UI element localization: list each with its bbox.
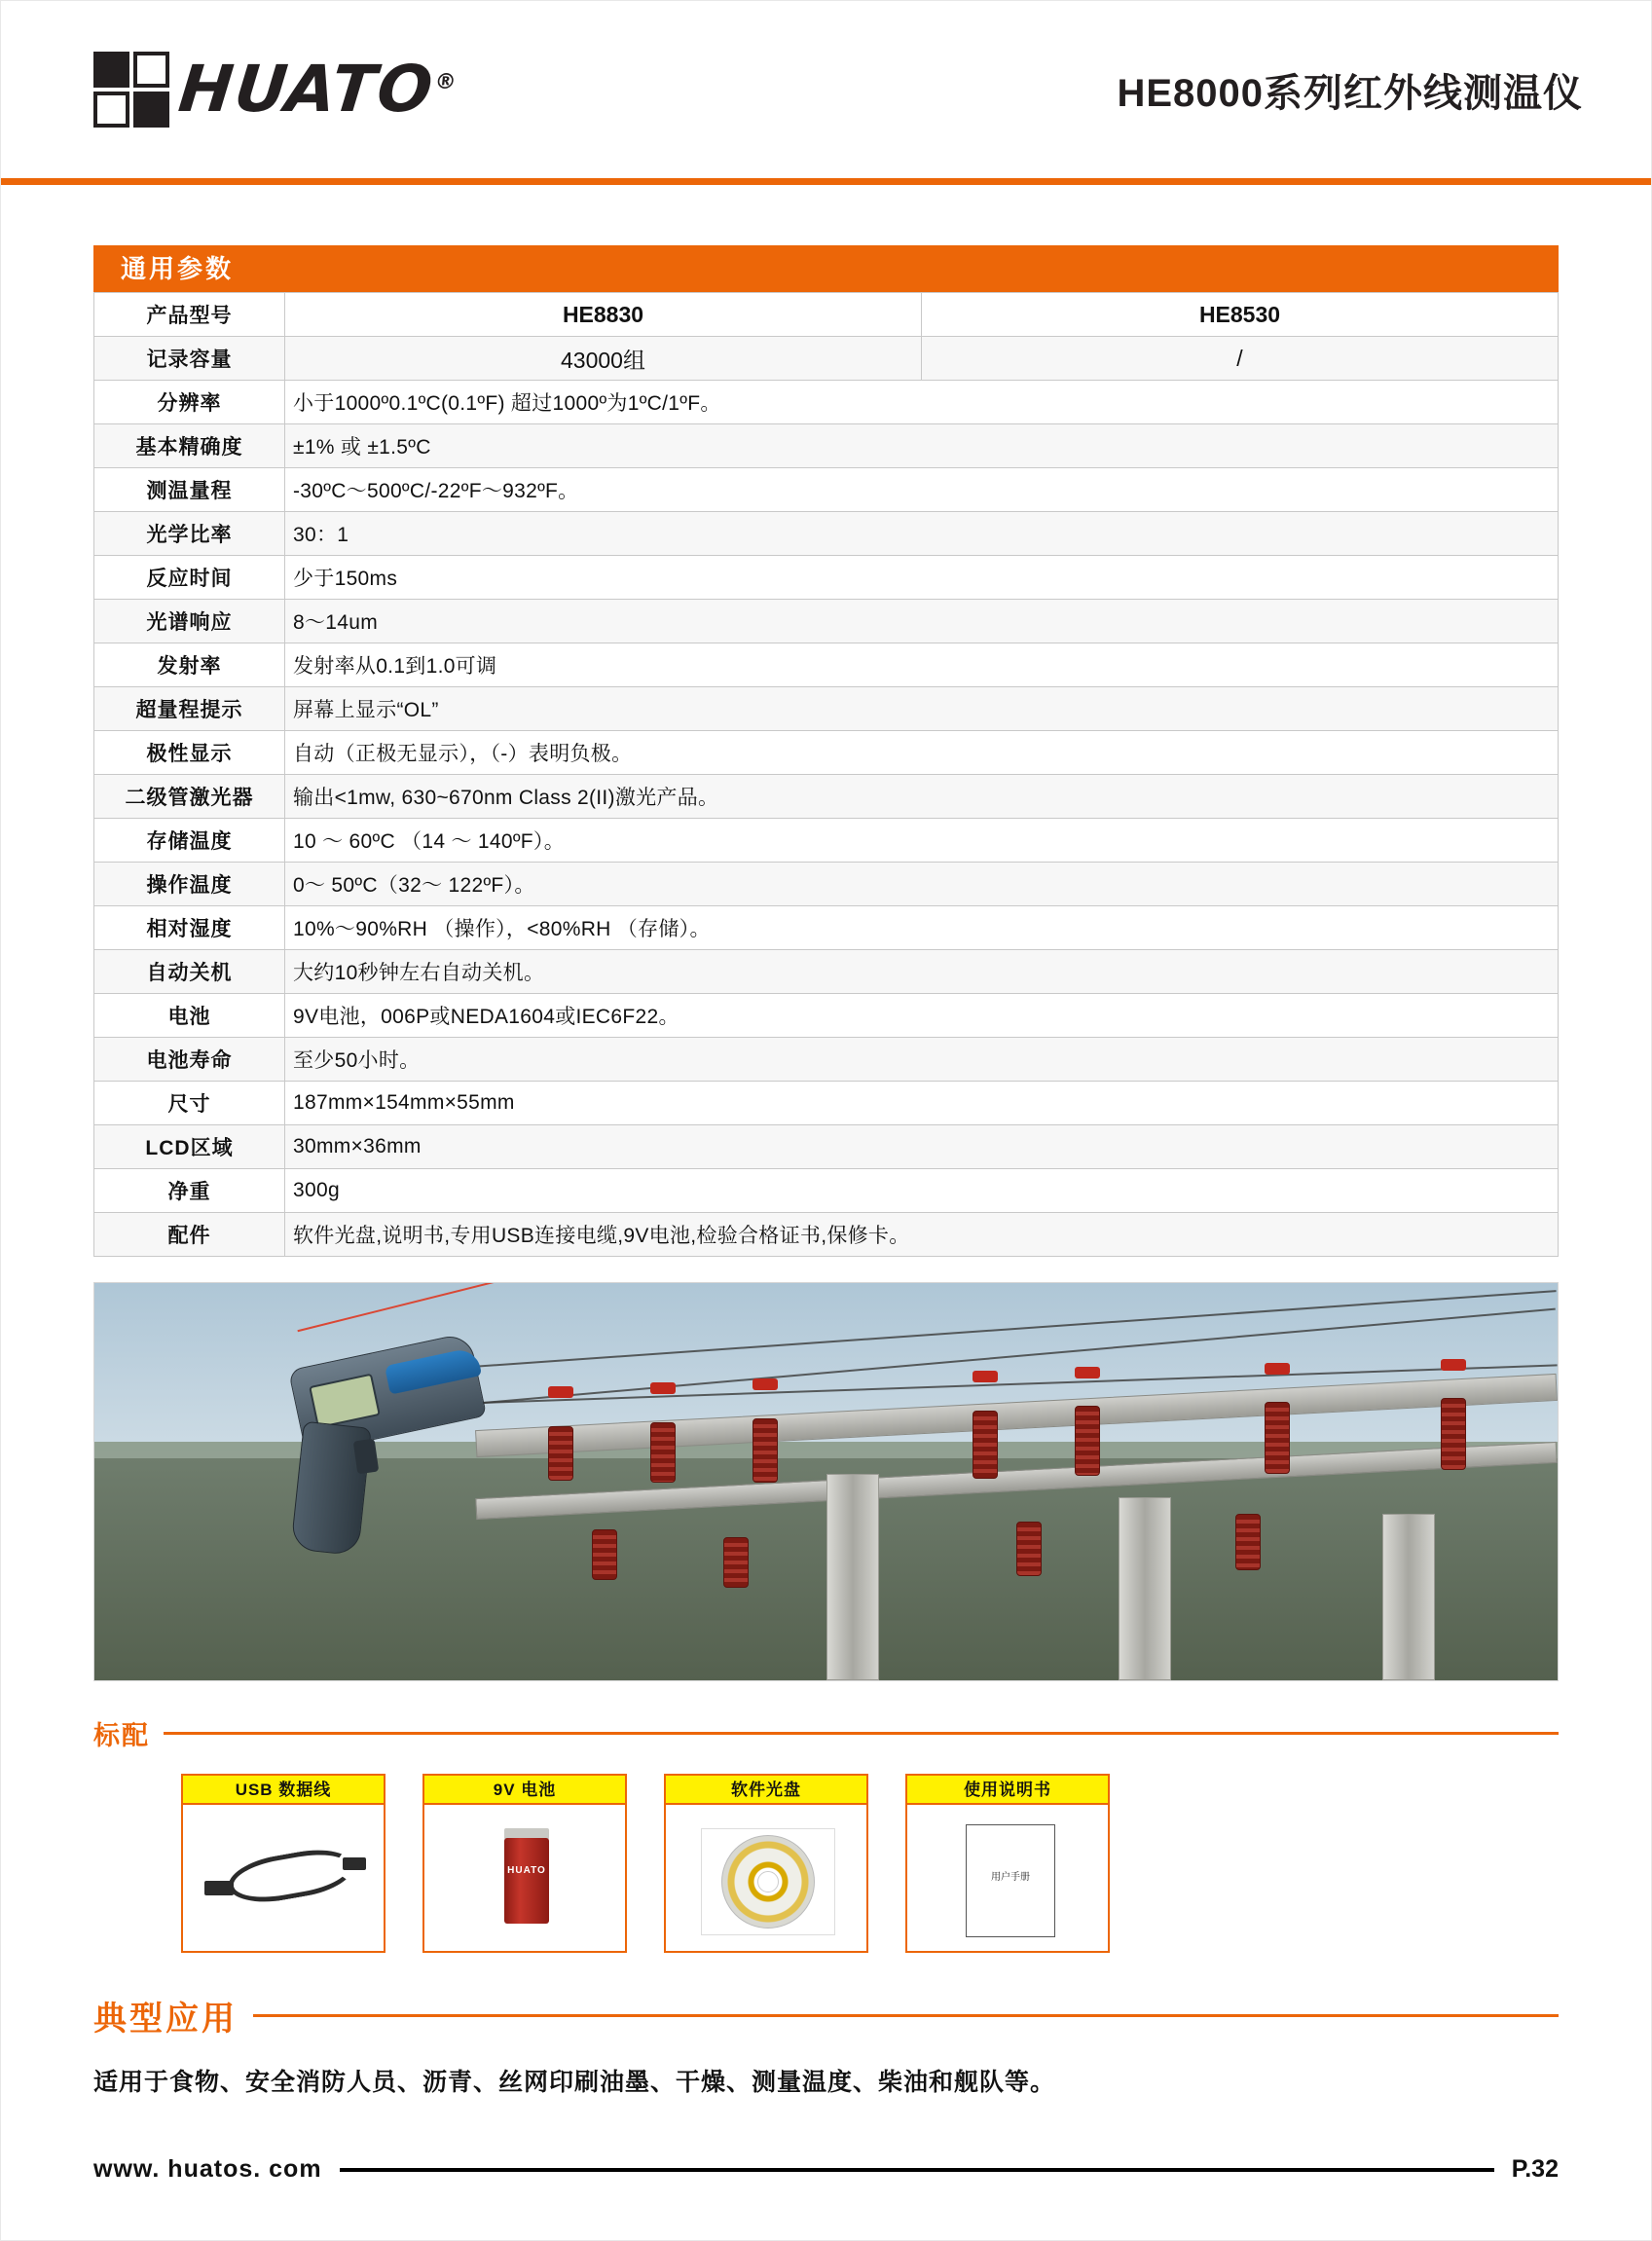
brand-name	[175, 52, 461, 127]
row-label: 二级管激光器	[94, 775, 285, 819]
table-row-capacity	[94, 337, 1559, 381]
photo-insulator	[592, 1529, 617, 1580]
header-divider	[1, 178, 1651, 185]
table-row	[94, 687, 1559, 731]
row-label: 记录容量	[94, 337, 285, 381]
table-row	[94, 1213, 1559, 1257]
model-a-value: HE8830	[285, 293, 922, 337]
standard-accessories-list	[93, 1774, 1559, 1953]
row-label: 产品型号	[94, 293, 285, 337]
accessory-title: 9V 电池	[422, 1774, 627, 1805]
list-item	[422, 1774, 627, 1953]
table-row	[94, 1169, 1559, 1213]
row-value: 至少50小时。	[285, 1038, 1559, 1082]
brand-logo	[59, 52, 458, 128]
row-label: 光谱响应	[94, 600, 285, 643]
table-row	[94, 512, 1559, 556]
photo-insulator	[723, 1537, 749, 1588]
photo-insulator	[650, 1422, 676, 1483]
row-label: 存储温度	[94, 819, 285, 863]
row-value: 10%～90%RH （操作），<80%RH （存储）。	[285, 906, 1559, 950]
row-label: 操作温度	[94, 863, 285, 906]
huato-logo-icon	[93, 52, 169, 128]
table-row-model	[94, 293, 1559, 337]
row-value: 发射率从0.1到1.0可调	[285, 643, 1559, 687]
table-row	[94, 424, 1559, 468]
photo-insulator-cap	[650, 1382, 676, 1394]
photo-column	[826, 1474, 879, 1680]
photo-insulator-cap	[753, 1378, 778, 1390]
table-row	[94, 1125, 1559, 1169]
battery-label: HUATO	[507, 1865, 546, 1876]
table-row	[94, 994, 1559, 1038]
main-content	[1, 245, 1651, 2098]
table-row	[94, 819, 1559, 863]
gun-trigger	[353, 1439, 380, 1475]
accessory-image	[181, 1805, 385, 1953]
page-title: HE8000系列红外线测温仪	[1117, 71, 1583, 115]
photo-insulator	[1016, 1522, 1042, 1576]
brand-name-text: HUATO	[175, 52, 438, 127]
accessory-title: 使用说明书	[905, 1774, 1110, 1805]
photo-insulator-cap	[1075, 1367, 1100, 1378]
photo-thermometer-gun	[270, 1350, 494, 1560]
list-item	[181, 1774, 385, 1953]
footer-website-url[interactable]: www. huatos. com	[93, 2155, 322, 2183]
table-row	[94, 600, 1559, 643]
table-row	[94, 643, 1559, 687]
typical-applications-text: 适用于食物、安全消防人员、沥青、丝网印刷油墨、干燥、测量温度、柴油和舰队等。	[93, 2069, 1056, 2096]
row-value: 187mm×154mm×55mm	[285, 1082, 1559, 1125]
capacity-b-value: /	[922, 337, 1559, 381]
page-footer	[93, 2155, 1559, 2184]
accessory-title: USB 数据线	[181, 1774, 385, 1805]
photo-insulator-cap	[548, 1386, 573, 1398]
row-value: 自动（正极无显示），（-）表明负极。	[285, 731, 1559, 775]
photo-insulator-cap	[1265, 1363, 1290, 1375]
spec-section-banner: 通用参数	[93, 245, 1559, 292]
photo-insulator-cap	[973, 1371, 998, 1382]
standard-accessories-divider	[164, 1732, 1559, 1735]
row-label: 配件	[94, 1213, 285, 1257]
row-label: 反应时间	[94, 556, 285, 600]
photo-insulator	[753, 1418, 778, 1483]
row-value: ±1% 或 ±1.5ºC	[285, 424, 1559, 468]
row-value: 大约10秒钟左右自动关机。	[285, 950, 1559, 994]
footer-page-number: P.32	[1511, 2155, 1559, 2183]
row-value: 10 ～ 60ºC （14 ～ 140ºF）。	[285, 819, 1559, 863]
typical-applications-title: 典型应用	[93, 2001, 238, 2038]
usb-cable-icon	[204, 1852, 366, 1910]
photo-insulator	[548, 1426, 573, 1481]
table-row	[94, 863, 1559, 906]
standard-accessories-title: 标配	[93, 1721, 150, 1750]
row-value: 少于150ms	[285, 556, 1559, 600]
capacity-a-value: 43000组	[285, 337, 922, 381]
row-value: -30ºC～500ºC/-22ºF～932ºF。	[285, 468, 1559, 512]
row-label: LCD区域	[94, 1125, 285, 1169]
accessory-title: 软件光盘	[664, 1774, 868, 1805]
table-row	[94, 775, 1559, 819]
row-value: 屏幕上显示“OL”	[285, 687, 1559, 731]
model-b-value: HE8530	[922, 293, 1559, 337]
table-row	[94, 468, 1559, 512]
photo-insulator	[1075, 1406, 1100, 1476]
table-row	[94, 1082, 1559, 1125]
photo-insulator	[1441, 1398, 1466, 1470]
typical-applications-header	[93, 1992, 1559, 2039]
row-label: 尺寸	[94, 1082, 285, 1125]
row-label: 超量程提示	[94, 687, 285, 731]
table-row	[94, 731, 1559, 775]
spec-table-body	[94, 293, 1559, 1257]
row-label: 发射率	[94, 643, 285, 687]
row-label: 相对湿度	[94, 906, 285, 950]
row-label: 光学比率	[94, 512, 285, 556]
row-label: 电池	[94, 994, 285, 1038]
row-label: 极性显示	[94, 731, 285, 775]
photo-column	[1382, 1514, 1435, 1680]
row-value: 0～ 50ºC（32～ 122ºF）。	[285, 863, 1559, 906]
row-value: 软件光盘,说明书,专用USB连接电缆,9V电池,检验合格证书,保修卡。	[285, 1213, 1559, 1257]
accessory-image	[422, 1805, 627, 1953]
list-item	[905, 1774, 1110, 1953]
table-row	[94, 1038, 1559, 1082]
table-row	[94, 381, 1559, 424]
row-label: 净重	[94, 1169, 285, 1213]
manual-book-icon	[966, 1824, 1055, 1937]
accessory-image	[905, 1805, 1110, 1953]
row-value: 30mm×36mm	[285, 1125, 1559, 1169]
row-value: 30：1	[285, 512, 1559, 556]
table-row	[94, 950, 1559, 994]
page-header	[1, 1, 1651, 178]
photo-column	[1119, 1497, 1171, 1680]
row-value: 8～14um	[285, 600, 1559, 643]
row-value: 小于1000º0.1ºC(0.1ºF) 超过1000º为1ºC/1ºF。	[285, 381, 1559, 424]
row-label: 自动关机	[94, 950, 285, 994]
standard-accessories-header	[93, 1714, 1559, 1752]
row-value: 300g	[285, 1169, 1559, 1213]
row-value: 9V电池，006P或NEDA1604或IEC6F22。	[285, 994, 1559, 1038]
typical-applications-divider	[253, 2014, 1559, 2017]
photo-insulator	[1235, 1514, 1261, 1570]
cd-disc-icon	[701, 1828, 835, 1935]
footer-divider	[340, 2168, 1494, 2172]
battery-icon	[504, 1838, 549, 1924]
list-item	[664, 1774, 868, 1953]
accessory-image	[664, 1805, 868, 1953]
row-label: 分辨率	[94, 381, 285, 424]
row-value: 输出<1mw, 630~670nm Class 2(II)激光产品。	[285, 775, 1559, 819]
registered-mark: ®	[433, 70, 459, 94]
manual-cover-text: 用户手册	[991, 1872, 1030, 1883]
photo-insulator	[973, 1411, 998, 1479]
row-label: 基本精确度	[94, 424, 285, 468]
photo-insulator-cap	[1441, 1359, 1466, 1371]
table-row	[94, 906, 1559, 950]
product-application-photo	[93, 1282, 1559, 1681]
spec-table	[93, 292, 1559, 1257]
row-label: 电池寿命	[94, 1038, 285, 1082]
table-row	[94, 556, 1559, 600]
photo-insulator	[1265, 1402, 1290, 1474]
row-label: 测温量程	[94, 468, 285, 512]
